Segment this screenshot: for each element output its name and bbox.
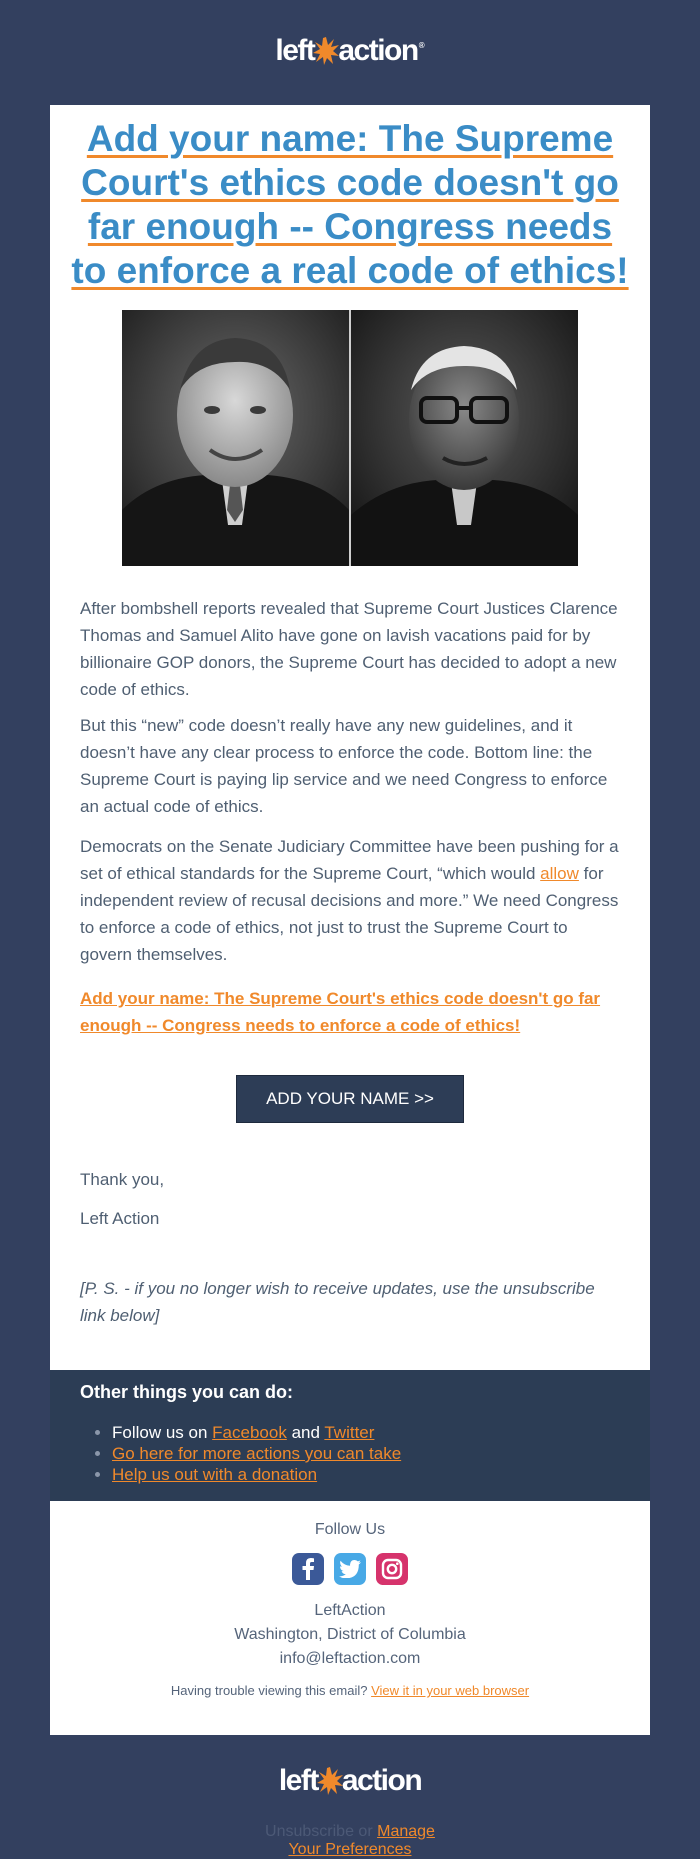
footer-card [50, 1501, 650, 1735]
donation-link[interactable]: Help us out with a donation [112, 1465, 318, 1484]
other-actions-title: Other things you can do: [80, 1382, 294, 1402]
add-your-name-button[interactable]: ADD YOUR NAME >> [236, 1075, 464, 1123]
manage-link[interactable]: Manage [377, 1823, 435, 1840]
paragraph-3-end: for independent review of recusal decisions and more.” We need Congress to enforce a code of ethics, not just to trust the Supreme Court to govern themselves. [80, 864, 619, 964]
unsubscribe-links [0, 1823, 700, 1859]
list-item [112, 1422, 401, 1443]
instagram-icon[interactable] [376, 1553, 408, 1585]
ps-note: [P. S. - if you no longer wish to receive updates, use the unsubscribe link below] [80, 1279, 595, 1325]
justices-photos[interactable] [122, 310, 578, 566]
paragraph-3 [80, 833, 620, 968]
other-actions-panel [50, 1370, 650, 1501]
other-actions-list [80, 1422, 401, 1485]
social-icons [50, 1553, 650, 1585]
org-name: LeftAction [314, 1602, 386, 1619]
facebook-link[interactable]: Facebook [212, 1423, 287, 1442]
logo-left-text: left [275, 34, 315, 67]
paragraph-3-start: Democrats on the Senate Judiciary Committee have been pushing for a set of ethical standards for the Supreme Court, “which would [80, 837, 619, 883]
or-text: or [353, 1823, 378, 1840]
signoff-thanks: Thank you, [80, 1170, 165, 1189]
logo-left-text: left [278, 1764, 318, 1797]
facebook-icon[interactable] [292, 1553, 324, 1585]
org-location: Washington, District of Columbia [234, 1626, 466, 1643]
follow-us-label: Follow Us [314, 1521, 386, 1538]
email-card [50, 105, 650, 1484]
logo-burst-icon [312, 36, 340, 66]
org-email[interactable]: info@leftaction.com [279, 1650, 421, 1667]
list-item [112, 1464, 401, 1485]
cta-text-link[interactable]: Add your name: The Supreme Court's ethics code doesn't go far enough -- Congress needs to enforce a code of ethics! [80, 989, 601, 1035]
trouble-viewing [50, 1683, 650, 1698]
paragraph-1: After bombshell reports revealed that Supreme Court Justices Clarence Thomas and Samuel Alito have gone on lavish vacations paid for by billionaire GOP donors, the Supreme Court has decided to adopt a new code of ethics. [80, 599, 618, 699]
logo-right-text: action [338, 34, 418, 67]
photo-alito [122, 310, 349, 566]
logo-right-text: action [341, 1764, 422, 1797]
allow-link[interactable]: allow [540, 864, 579, 883]
paragraph-2: But this “new” code doesn’t really have any new guidelines, and it doesn’t have any clear process to enforce the code. Bottom line: the Supreme Court is paying lip service and we need Congress to enforce an actual code of ethics. [80, 716, 608, 816]
preferences-link[interactable]: Your Preferences [288, 1841, 412, 1858]
registered-mark: ® [418, 40, 425, 50]
more-actions-link[interactable]: Go here for more actions you can take [112, 1444, 402, 1463]
headline-link[interactable]: Add your name: The Supreme Court's ethics code doesn't go far enough -- Congress needs to enforce a real code of ethics! [71, 118, 629, 291]
signoff-name: Left Action [80, 1209, 160, 1228]
footer-logo[interactable] [0, 1760, 700, 1802]
twitter-link[interactable]: Twitter [324, 1423, 375, 1442]
trouble-text: Having trouble viewing this email? [170, 1683, 372, 1698]
logo-burst-icon [316, 1766, 344, 1796]
view-in-browser-link[interactable]: View it in your web browser [371, 1683, 530, 1698]
unsubscribe-link[interactable]: Unsubscribe [265, 1823, 354, 1840]
header-logo[interactable] [0, 30, 700, 72]
follow-prefix: Follow us on [112, 1423, 213, 1442]
and-text: and [286, 1423, 325, 1442]
photo-thomas [351, 310, 578, 566]
list-item [112, 1443, 401, 1464]
twitter-icon[interactable] [334, 1553, 366, 1585]
